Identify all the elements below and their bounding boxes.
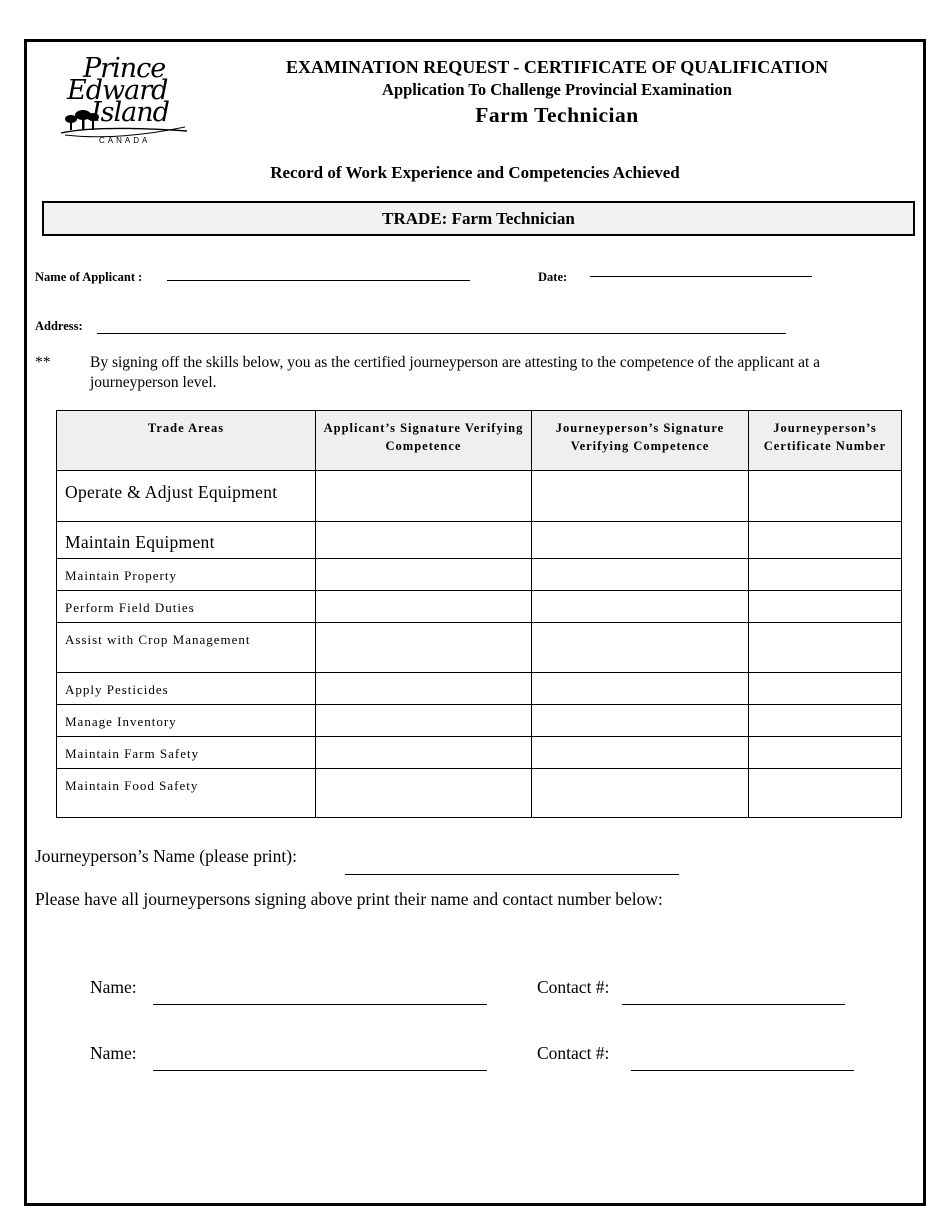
journeyperson-signature-cell[interactable] — [532, 673, 749, 705]
logo-country: CANADA — [99, 136, 151, 145]
journeyperson-signature-cell[interactable] — [532, 769, 749, 818]
applicant-signature-cell[interactable] — [316, 591, 532, 623]
note-text: By signing off the skills below, you as the certified journeyperson are attesting to the competence of the applicant at a journeyperson level. — [90, 354, 821, 391]
table-row — [57, 769, 902, 818]
certificate-number-cell[interactable] — [749, 471, 902, 522]
applicant-signature-cell[interactable] — [316, 559, 532, 591]
table-row — [57, 559, 902, 591]
journeyperson-name-field[interactable] — [345, 874, 679, 875]
certificate-number-cell[interactable] — [749, 737, 902, 769]
logo-word-edward: Edward — [67, 75, 168, 106]
trade-area-cell: Maintain Farm Safety — [57, 737, 316, 769]
applicant-signature-cell[interactable] — [316, 673, 532, 705]
journeyperson-signature-cell[interactable] — [532, 559, 749, 591]
journeyperson-name-label: Journeyperson’s Name (please print): — [35, 846, 297, 866]
trade-area-cell: Assist with Crop Management — [57, 623, 316, 673]
table-header-row — [57, 411, 902, 471]
name-label-1: Name: — [90, 977, 137, 997]
trade-box: TRADE: Farm Technician — [42, 201, 915, 236]
form-subtitle: Application To Challenge Provincial Examination — [382, 80, 732, 99]
table-row — [57, 591, 902, 623]
date-field[interactable] — [590, 276, 812, 277]
address-field[interactable] — [97, 333, 786, 334]
trade-area-cell: Operate & Adjust Equipment — [57, 471, 316, 522]
instruction-text: Please have all journeypersons signing above print their name and contact number below: — [35, 889, 663, 909]
table-row — [57, 623, 902, 673]
contact-field-2[interactable] — [631, 1070, 854, 1071]
trade-title: Farm Technician — [475, 103, 639, 127]
journeyperson-signature-cell[interactable] — [532, 522, 749, 559]
certificate-number-cell[interactable] — [749, 673, 902, 705]
logo-word-island: Island — [91, 97, 169, 128]
certificate-number-cell[interactable] — [749, 705, 902, 737]
journeyperson-signature-cell[interactable] — [532, 591, 749, 623]
applicant-signature-cell[interactable] — [316, 471, 532, 522]
name-field-2[interactable] — [153, 1070, 487, 1071]
note-marker: ** — [35, 354, 51, 371]
trade-area-cell: Maintain Equipment — [57, 522, 316, 559]
trade-area-cell: Apply Pesticides — [57, 673, 316, 705]
name-label-2: Name: — [90, 1043, 137, 1063]
header-journeyperson-signature: Journeyperson’s Signature Verifying Competence — [532, 411, 749, 471]
logo-word-prince: Prince — [83, 53, 166, 84]
date-label: Date: — [538, 270, 568, 284]
header-certificate-number: Journeyperson’s Certificate Number — [749, 411, 902, 471]
table-row — [57, 471, 902, 522]
table-row — [57, 705, 902, 737]
applicant-signature-cell[interactable] — [316, 737, 532, 769]
journeyperson-signature-cell[interactable] — [532, 471, 749, 522]
journeyperson-signature-cell[interactable] — [532, 705, 749, 737]
contact-label-1: Contact #: — [537, 977, 610, 997]
certificate-number-cell[interactable] — [749, 769, 902, 818]
header-trade-areas: Trade Areas — [57, 411, 316, 471]
applicant-name-label: Name of Applicant : — [35, 270, 143, 284]
certificate-number-cell[interactable] — [749, 591, 902, 623]
trade-area-cell: Maintain Food Safety — [57, 769, 316, 818]
trade-area-cell: Manage Inventory — [57, 705, 316, 737]
certificate-number-cell[interactable] — [749, 623, 902, 673]
trade-area-cell: Maintain Property — [57, 559, 316, 591]
applicant-signature-cell[interactable] — [316, 623, 532, 673]
address-label: Address: — [35, 319, 83, 333]
table-row — [57, 673, 902, 705]
name-field-1[interactable] — [153, 1004, 487, 1005]
record-title: Record of Work Experience and Competencies Achieved — [270, 163, 680, 182]
form-title: EXAMINATION REQUEST - CERTIFICATE OF QUALIFICATION — [286, 57, 828, 77]
applicant-name-field[interactable] — [167, 280, 470, 281]
journeyperson-signature-cell[interactable] — [532, 737, 749, 769]
applicant-signature-cell[interactable] — [316, 769, 532, 818]
contact-field-1[interactable] — [622, 1004, 845, 1005]
applicant-signature-cell[interactable] — [316, 522, 532, 559]
header-applicant-signature: Applicant’s Signature Verifying Competence — [316, 411, 532, 471]
certificate-number-cell[interactable] — [749, 522, 902, 559]
table-row — [57, 737, 902, 769]
competency-table — [56, 410, 902, 818]
journeyperson-signature-cell[interactable] — [532, 623, 749, 673]
contact-label-2: Contact #: — [537, 1043, 610, 1063]
trade-area-cell: Perform Field Duties — [57, 591, 316, 623]
table-row — [57, 522, 902, 559]
certificate-number-cell[interactable] — [749, 559, 902, 591]
pei-logo — [57, 55, 197, 147]
applicant-signature-cell[interactable] — [316, 705, 532, 737]
